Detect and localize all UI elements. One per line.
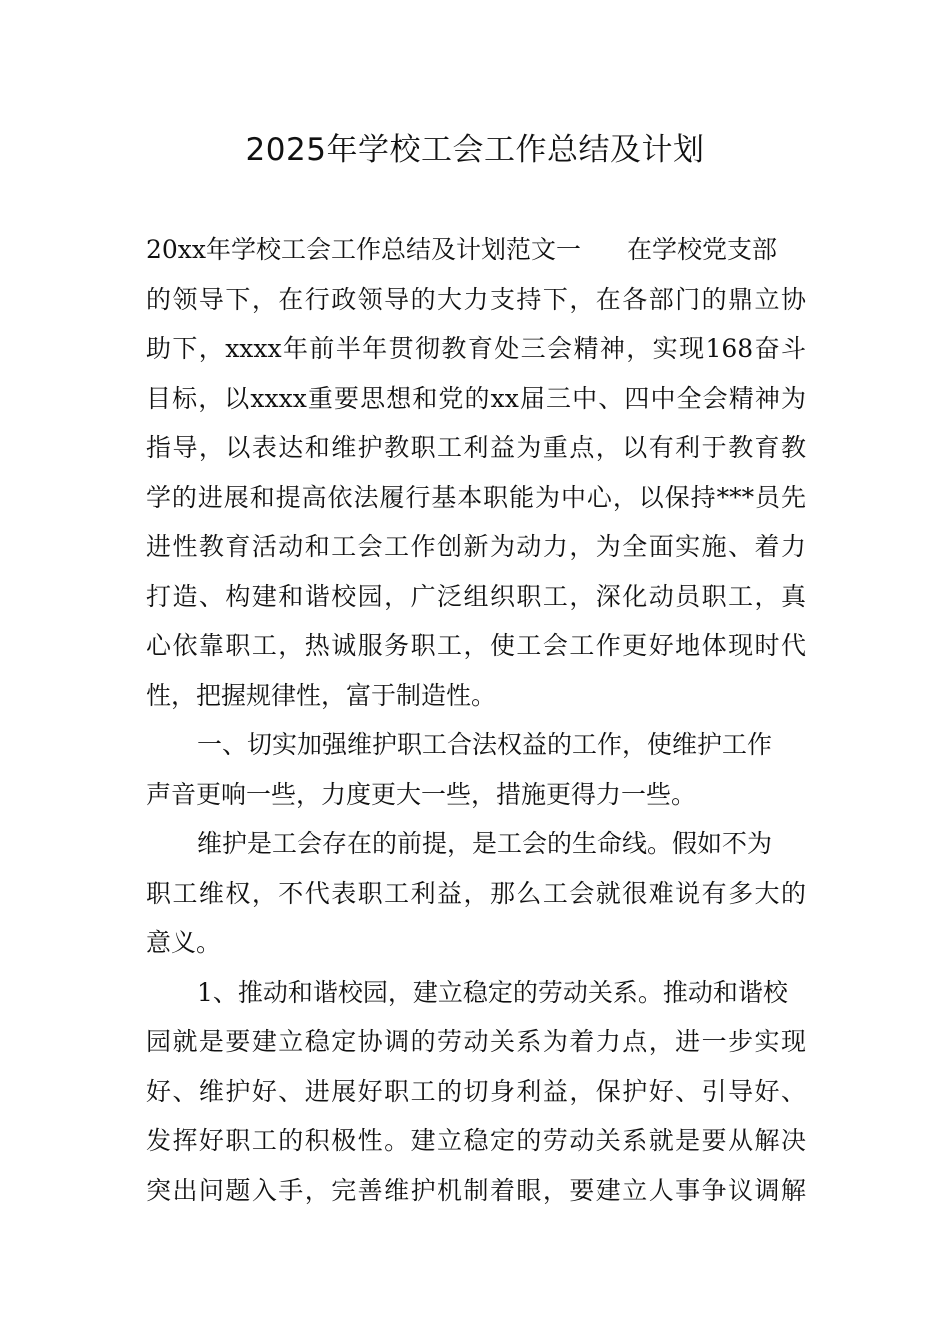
paragraph-line: 的领导下，在行政领导的大力支持下，在各部门的鼎立协 bbox=[146, 284, 806, 314]
document-title: 2025年学校工会工作总结及计划 bbox=[245, 132, 705, 168]
paragraph-section-heading bbox=[146, 720, 806, 819]
paragraph-line: 指导，以表达和维护教职工利益为重点，以有利于教育教 bbox=[146, 433, 806, 462]
paragraph-line: 园就是要建立稳定协调的劳动关系为着力点，进一步实现 bbox=[146, 1027, 806, 1056]
paragraph-line-tail: 在学校党支部 bbox=[627, 235, 778, 264]
paragraph-line: 打造、构建和谐校园，广泛组织职工，深化动员职工，真 bbox=[146, 581, 806, 611]
paragraph-line: 意义。 bbox=[146, 928, 222, 957]
paragraph-line: 一、切实加强维护职工合法权益的工作，使维护工作 bbox=[197, 730, 773, 759]
paragraph-body bbox=[146, 819, 806, 968]
paragraph-line: 1、推动和谐校园，建立稳定的劳动关系。推动和谐校 bbox=[197, 977, 788, 1007]
paragraph-line bbox=[146, 225, 806, 275]
paragraph-line: 性，把握规律性，富于制造性。 bbox=[146, 680, 497, 710]
paragraph-line: 声音更响一些，力度更大一些，措施更得力一些。 bbox=[146, 779, 697, 809]
paragraph-line-head: 20xx年学校工会工作总结及计划范文一 bbox=[146, 235, 582, 264]
paragraph-line: 发挥好职工的积极性。建立稳定的劳动关系就是要从解决 bbox=[146, 1126, 806, 1155]
paragraph-body bbox=[146, 968, 806, 1216]
document-body bbox=[146, 225, 806, 1215]
paragraph-line: 突出问题入手，完善维护机制着眼，要建立人事争议调解 bbox=[146, 1175, 806, 1205]
paragraph-intro bbox=[146, 225, 806, 720]
paragraph-line: 心依靠职工，热诚服务职工，使工会工作更好地体现时代 bbox=[146, 631, 806, 660]
paragraph-line: 维护是工会存在的前提，是工会的生命线。假如不为 bbox=[197, 829, 773, 858]
paragraph-line: 进性教育活动和工会工作创新为动力，为全面实施、着力 bbox=[146, 532, 806, 561]
paragraph-line: 学的进展和提高依法履行基本职能为中心，以保持***员先 bbox=[146, 482, 806, 512]
paragraph-line: 目标，以xxxx重要思想和党的xx届三中、四中全会精神为 bbox=[146, 383, 806, 413]
paragraph-line: 职工维权，不代表职工利益，那么工会就很难说有多大的 bbox=[146, 878, 806, 908]
paragraph-line: 好、维护好、进展好职工的切身利益，保护好、引导好、 bbox=[146, 1076, 806, 1106]
paragraph-line: 助下，xxxx年前半年贯彻教育处三会精神，实现168奋斗 bbox=[146, 334, 806, 363]
